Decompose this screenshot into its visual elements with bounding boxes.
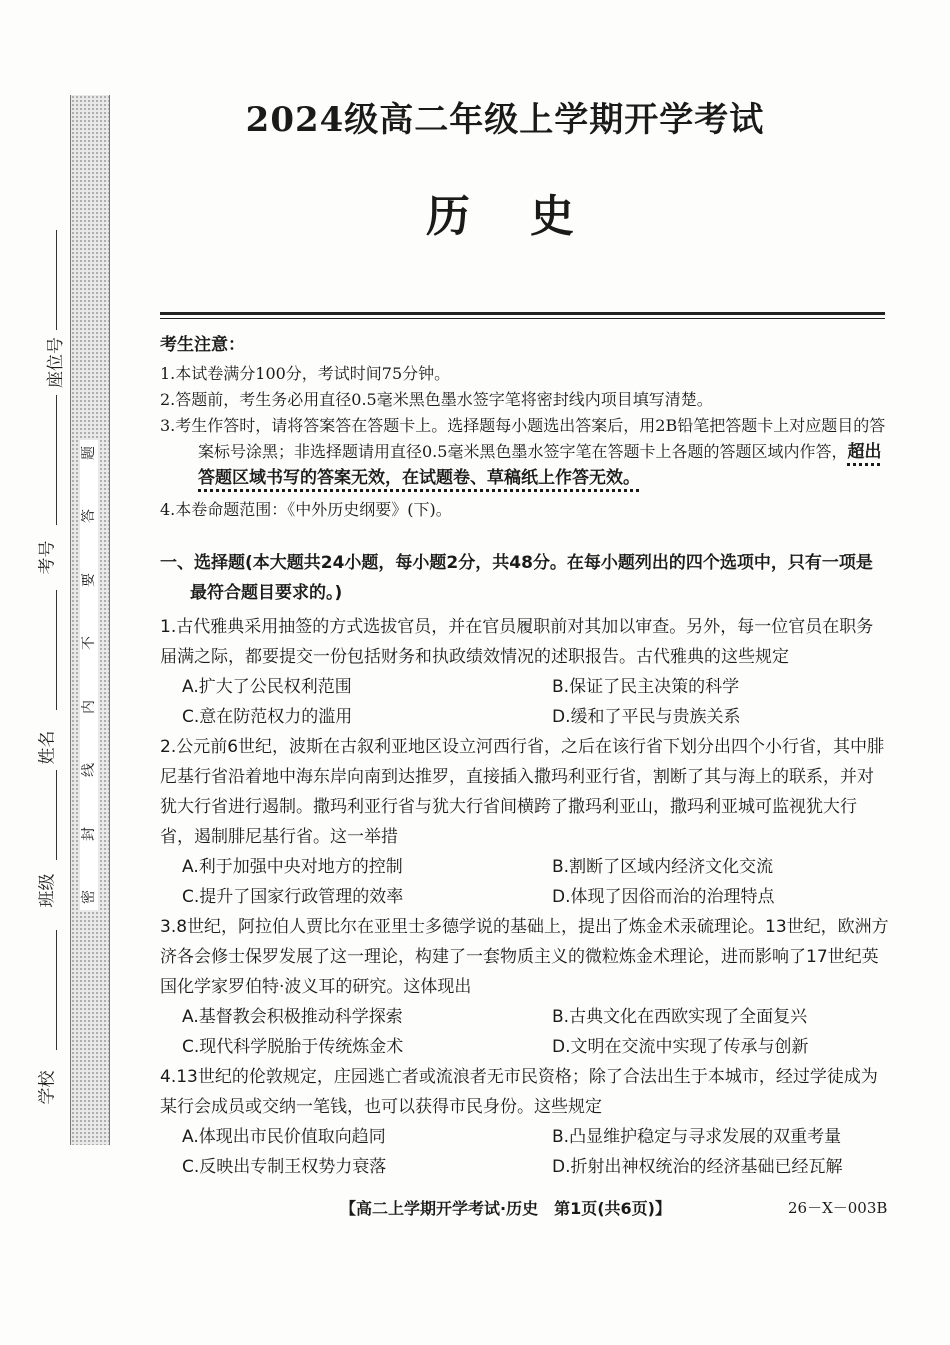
question-stem: 3.8世纪，阿拉伯人贾比尔在亚里士多德学说的基础上，提出了炼金术汞硫理论。13世纪，欧洲方济各会修士保罗发展了这一理论，构建了一套物质主义的微粒炼金术理论，进而影响了17世纪英国化学家罗伯特·波义耳的研究。这体现出 xyxy=(160,917,889,997)
option-a: A.扩大了公民权利范围 xyxy=(182,677,352,697)
header-rule-thin xyxy=(160,318,885,319)
seal-char: 答 xyxy=(81,509,97,524)
paper-code: 26－X－003B xyxy=(788,1199,888,1217)
option-c: C.提升了国家行政管理的效率 xyxy=(182,887,404,907)
notice-heading: 考生注意： xyxy=(160,335,245,355)
section-heading-line1: 一、选择题(本大题共24小题，每小题2分，共48分。在每小题列出的四个选项中，只有一项是 xyxy=(160,553,873,573)
notice-item: 4.本卷命题范围：《中外历史纲要》(下)。 xyxy=(160,500,452,519)
option-d: D.体现了因俗而治的治理特点 xyxy=(552,887,775,907)
seat-number-line xyxy=(56,230,57,330)
seal-line-notice xyxy=(80,440,98,910)
question-stem: 2.公元前6世纪，波斯在古叙利亚地区设立河西行省，之后在该行省下划分出四个小行省，其中腓尼基行省沿着地中海东岸向南到达推罗，直接插入撒玛利亚行省，割断了其与海上的联系，并对犹大行省进行遏制。撒玛利亚行省与犹大行省间横跨了撒玛利亚山，撒玛利亚城可监视犹大行省，遏制腓尼基行省。这一举措 xyxy=(160,737,885,847)
name-line xyxy=(56,590,57,710)
option-c: C.意在防范权力的滥用 xyxy=(182,707,353,727)
question-4 xyxy=(160,1062,890,1182)
seal-char: 内 xyxy=(81,699,97,714)
option-b: B.割断了区域内经济文化交流 xyxy=(552,857,774,877)
class-label: 班级 xyxy=(37,873,58,908)
option-a: A.体现出市民价值取向趋同 xyxy=(182,1127,386,1147)
option-a: A.基督教会积极推动科学探索 xyxy=(182,1007,403,1027)
option-d: D.缓和了平民与贵族关系 xyxy=(552,707,741,727)
page-footer: 【高二上学期开学考试·历史 第1页(共6页)】 xyxy=(340,1199,671,1218)
seal-char: 不 xyxy=(81,636,97,651)
name-label: 姓名 xyxy=(37,730,58,765)
option-a: A.利于加强中央对地方的控制 xyxy=(182,857,403,877)
exam-number-field[interactable] xyxy=(28,540,62,575)
seal-char: 密 xyxy=(81,889,97,904)
notice-item-3-bold: 超出答题区域书写的答案无效，在试题卷、草稿纸上作答无效。 xyxy=(198,442,882,488)
class-field[interactable] xyxy=(28,873,62,908)
seal-char: 封 xyxy=(81,826,97,841)
option-b: B.古典文化在西欧实现了全面复兴 xyxy=(552,1007,808,1027)
school-label: 学校 xyxy=(37,1070,58,1105)
school-line xyxy=(56,930,57,1050)
option-d: D.折射出神权统治的经济基础已经瓦解 xyxy=(552,1157,843,1177)
notice-item: 2.答题前，考生务必用直径0.5毫米黑色墨水签字笔将密封线内项目填写清楚。 xyxy=(160,390,713,409)
option-c: C.现代科学脱胎于传统炼金术 xyxy=(182,1037,404,1057)
question-2 xyxy=(160,732,890,912)
seat-number-field[interactable] xyxy=(28,337,79,388)
exam-number-label: 考号 xyxy=(37,540,58,575)
candidate-notice xyxy=(160,330,890,523)
exam-title: 2024级高二年级上学期开学考试 xyxy=(245,100,765,140)
option-d: D.文明在交流中实现了传承与创新 xyxy=(552,1037,809,1057)
question-3 xyxy=(160,912,890,1062)
seal-char: 题 xyxy=(81,446,97,460)
notice-item-3-text: 3.考生作答时，请将答案答在答题卡上。选择题每小题选出答案后，用2B铅笔把答题卡上对应题目的答案标号涂黑；非选择题请用直径0.5毫米黑色墨水签字笔在答题卡上各题的答题区域内作答， xyxy=(160,416,886,461)
name-field[interactable] xyxy=(28,730,62,765)
option-b: B.保证了民主决策的科学 xyxy=(552,677,740,697)
seal-char: 要 xyxy=(81,572,97,587)
option-b: B.凸显维护稳定与寻求发展的双重考量 xyxy=(552,1127,842,1147)
option-c: C.反映出专制王权势力衰落 xyxy=(182,1157,387,1177)
class-line xyxy=(56,770,57,860)
seat-number-label: 座位号 xyxy=(46,337,66,388)
question-stem: 4.13世纪的伦敦规定，庄园逃亡者或流浪者无市民资格；除了合法出生于本城市，经过学徒成为某行会成员或交纳一笔钱，也可以获得市民身份。这些规定 xyxy=(160,1067,878,1117)
notice-item: 1.本试卷满分100分，考试时间75分钟。 xyxy=(160,364,451,383)
section-heading xyxy=(160,548,890,608)
question-stem: 1.古代雅典采用抽签的方式选拔官员，并在官员履职前对其加以审查。另外，每一位官员在职务届满之际，都要提交一份包括财务和执政绩效情况的述职报告。古代雅典的这些规定 xyxy=(160,617,874,667)
header-rule xyxy=(160,312,885,315)
seal-char: 线 xyxy=(81,763,97,778)
section-heading-line2: 最符合题目要求的。) xyxy=(190,583,343,603)
question-1 xyxy=(160,612,890,732)
question-list xyxy=(160,612,890,1182)
school-field[interactable] xyxy=(28,1070,62,1105)
notice-item xyxy=(160,413,890,491)
subject-title: 历史 xyxy=(426,191,634,242)
exam-number-line xyxy=(56,395,57,525)
